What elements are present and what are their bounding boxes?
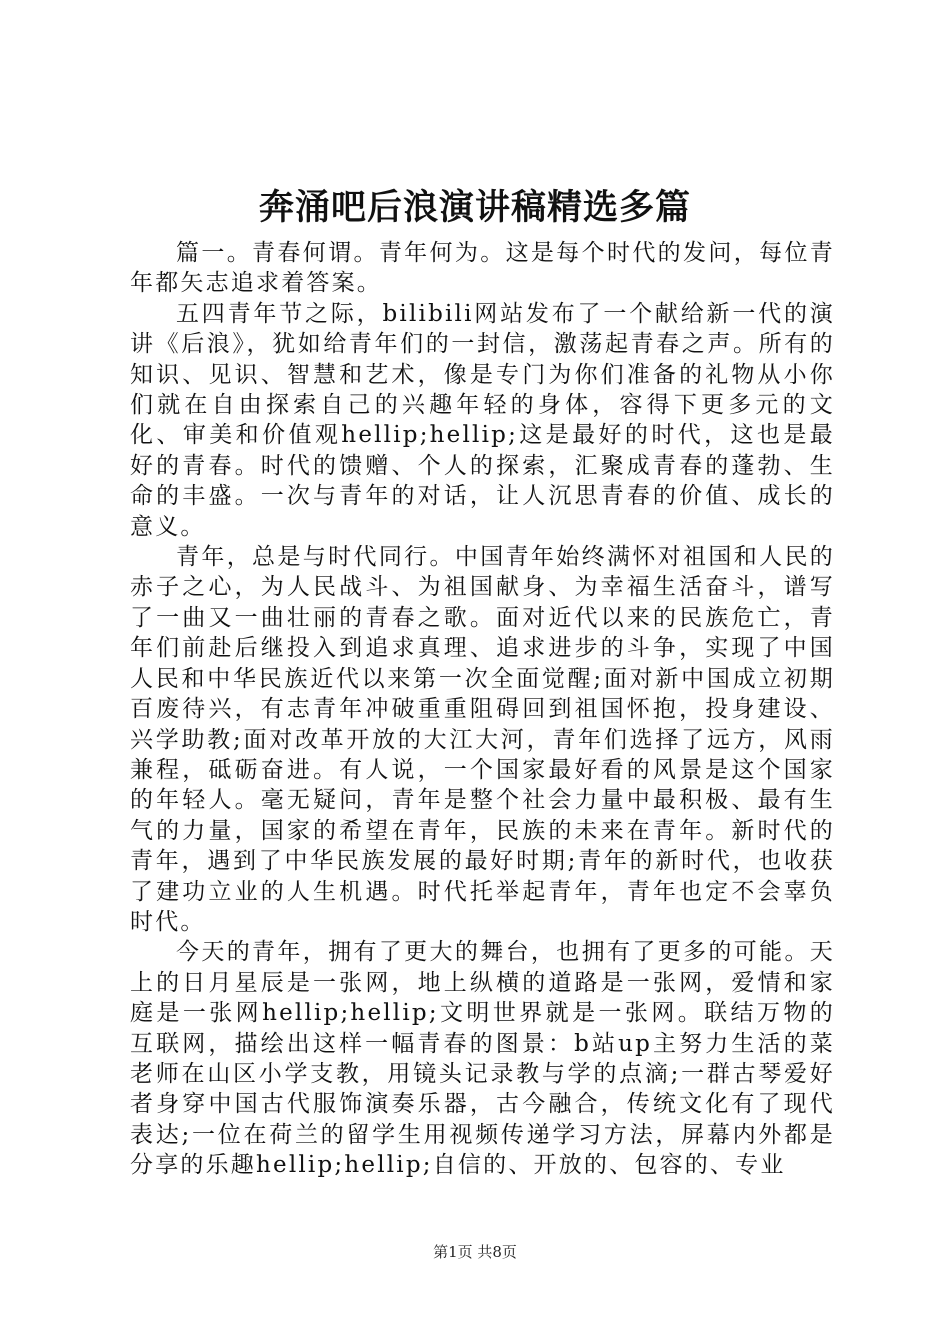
paragraph-2: 五四青年节之际，bilibili网站发布了一个献给新一代的演讲《后浪》，犹如给青年们的一封信，激荡起青春之声。所有的知识、见识、智慧和艺术，像是专门为你们准备的礼物从小你们就在自由探索自己的兴趣年轻的身体，容得下更多元的文化、审美和价值观hellip;hellip;这是最好的时代，这也是最好的青春。时代的馈赠、个人的探索，汇聚成青春的蓬勃、生命的丰盛。一次与青年的对话，让人沉思青春的价值、成长的意义。 (130, 300, 835, 540)
paragraph-3: 青年，总是与时代同行。中国青年始终满怀对祖国和人民的赤子之心，为人民战斗、为祖国献身、为幸福生活奋斗，谱写了一曲又一曲壮丽的青春之歌。面对近代以来的民族危亡，青年们前赴后继投入到追求真理、追求进步的斗争，实现了中国人民和中华民族近代以来第一次全面觉醒;面对新中国成立初期百废待兴，有志青年冲破重重阻碍回到祖国怀抱，投身建设、兴学助教;面对改革开放的大江大河，青年们选择了远方，风雨兼程，砥砺奋进。有人说，一个国家最好看的风景是这个国家的年轻人。毫无疑问，青年是整个社会力量中最积极、最有生气的力量，国家的希望在青年，民族的未来在青年。新时代的青年，遇到了中华民族发展的最好时期;青年的新时代，也收获了建功立业的人生机遇。时代托举起青年，青年也定不会辜负时代。 (130, 544, 835, 935)
document-title: 奔涌吧后浪演讲稿精选多篇 (258, 187, 691, 228)
document-body (130, 238, 835, 1181)
paragraph-1: 篇一。青春何谓。青年何为。这是每个时代的发问，每位青年都矢志追求着答案。 (130, 240, 835, 297)
page-footer: 第1页 共8页 (433, 1243, 517, 1261)
paragraph-4: 今天的青年，拥有了更大的舞台，也拥有了更多的可能。天上的日月星辰是一张网，地上纵横的道路是一张网，爱情和家庭是一张网hellip;hellip;文明世界就是一张网。联结万物的互联网，描绘出这样一幅青春的图景：b站up主努力生活的菜老师在山区小学支教，用镜头记录教与学的点滴;一群古琴爱好者身穿中国古代服饰演奏乐器，古今融合，传统文化有了现代表达;一位在荷兰的留学生用视频传递学习方法，屏幕内外都是分享的乐趣hellip;hellip;自信的、开放的、包容的、专业 (130, 939, 835, 1179)
